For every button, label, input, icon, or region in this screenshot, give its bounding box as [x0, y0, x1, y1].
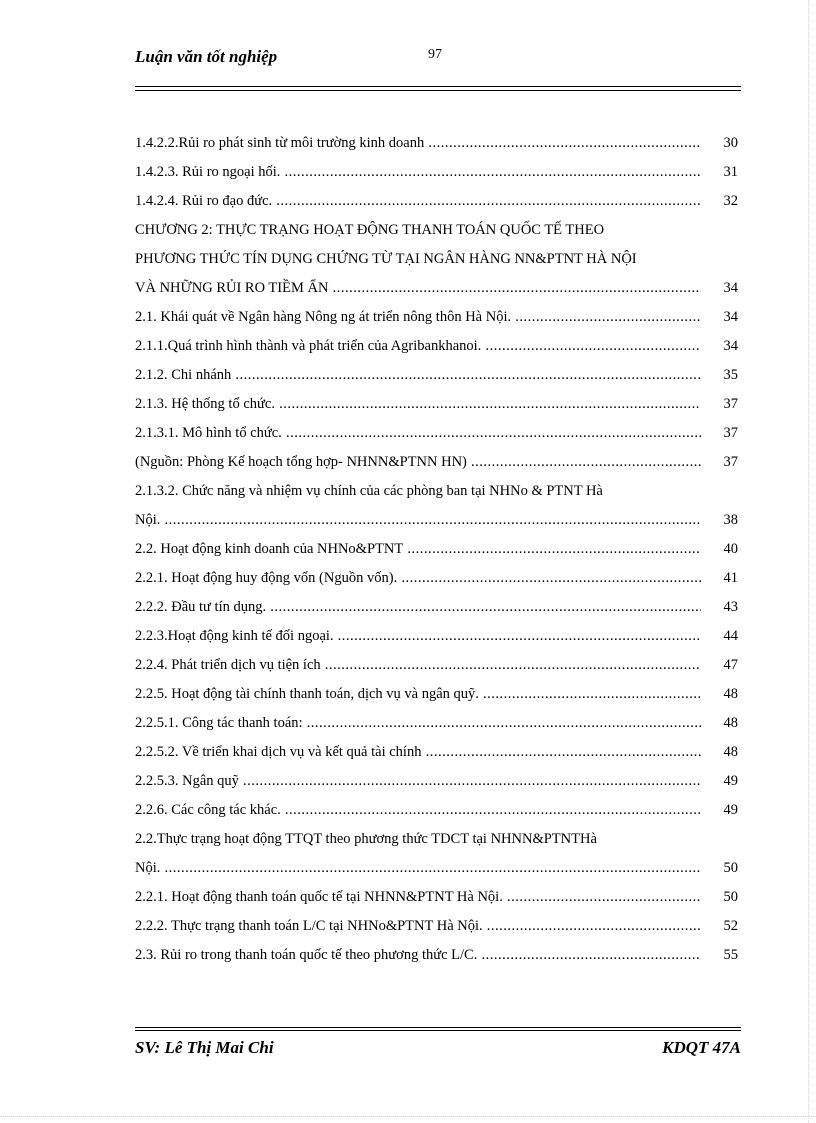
- toc-entry: [135, 422, 741, 451]
- toc-entry-page: 43: [723, 599, 738, 615]
- toc-entry-page: 49: [723, 802, 738, 818]
- toc-entry-page: 38: [723, 512, 738, 528]
- toc-entry: [135, 596, 741, 625]
- toc-entry-title: Nội. .....: [135, 509, 701, 531]
- toc-entry-title: 2.2.5. Hoạt động tài chính thanh toán, dịch vụ và ngân quỹ. .....: [135, 683, 701, 705]
- toc-entry-title: Nội. .....: [135, 857, 701, 879]
- toc-entry: [135, 451, 741, 480]
- header-rule-bottom: [135, 90, 741, 91]
- toc-entry-title: 2.2.4. Phát triển dịch vụ tiện ích .....: [135, 654, 701, 676]
- toc-entry: [135, 683, 741, 712]
- toc-entry-page: 34: [723, 338, 738, 354]
- toc-entry: [135, 828, 741, 857]
- toc-entry-page: 47: [723, 657, 738, 673]
- toc-entry-page: 37: [723, 454, 738, 470]
- toc-entry: [135, 741, 741, 770]
- toc-entry-page: 48: [723, 744, 738, 760]
- toc-entry: [135, 132, 741, 161]
- toc-entry: [135, 480, 741, 509]
- student-name: SV: Lê Thị Mai Chi: [135, 1038, 274, 1057]
- page-edge-right: [808, 0, 809, 1123]
- toc-entry-title: 2.1.3.2. Chức năng và nhiệm vụ chính của các phòng ban tại NHNo & PTNT Hà: [135, 483, 603, 499]
- toc-entry-title: 2.2.5.3. Ngân quỹ .....: [135, 770, 701, 792]
- toc-entry: [135, 567, 741, 596]
- toc-entry-page: 48: [723, 686, 738, 702]
- toc-entry: [135, 944, 741, 973]
- toc-entry-page: 32: [723, 193, 738, 209]
- toc-entry-title: 1.4.2.3. Rủi ro ngoại hối. .....: [135, 161, 701, 183]
- toc-entry: [135, 886, 741, 915]
- toc-entry-title: 2.2.6. Các công tác khác. .....: [135, 799, 701, 821]
- toc-entry: [135, 625, 741, 654]
- toc-entry: [135, 364, 741, 393]
- toc-entry-title: 2.1.1.Quá trình hình thành và phát triển của Agribankhanoi. .....: [135, 335, 701, 357]
- toc-entry-page: 49: [723, 773, 738, 789]
- toc-entry-title: PHƯƠNG THỨC TÍN DỤNG CHỨNG TỪ TẠI NGÂN HÀNG NN&PTNT HÀ NỘI: [135, 251, 637, 267]
- toc-entry-page: 50: [723, 889, 738, 905]
- page-edge-bottom: [0, 1116, 816, 1117]
- toc-entry-title: 2.2.Thực trạng hoạt động TTQT theo phương thức TDCT tại NHNN&PTNTHà: [135, 831, 597, 847]
- toc-entry-title: VÀ NHỮNG RỦI RO TIỀM ẨN .....: [135, 277, 701, 299]
- toc-entry-title: 2.1.3.1. Mô hình tổ chức. .....: [135, 422, 701, 444]
- toc-entry-title: 1.4.2.4. Rủi ro đạo đức. .....: [135, 190, 701, 212]
- toc-entry-page: 35: [723, 367, 738, 383]
- toc-entry: [135, 306, 741, 335]
- toc-entry: [135, 277, 741, 306]
- toc-entry: [135, 654, 741, 683]
- toc-entry-title: (Nguồn: Phòng Kế hoạch tổng hợp- NHNN&PTNN HN) .....: [135, 451, 701, 473]
- toc-entry: [135, 770, 741, 799]
- header-rule-top: [135, 86, 741, 87]
- footer-rule-bottom: [135, 1030, 741, 1031]
- toc-entry-title: 1.4.2.2.Rủi ro phát sinh từ môi trường kinh doanh .....: [135, 132, 701, 154]
- toc-entry-page: 44: [723, 628, 738, 644]
- page-number: 97: [428, 47, 442, 62]
- toc-entry-title: 2.3. Rủi ro trong thanh toán quốc tế theo phương thức L/C. .....: [135, 944, 701, 966]
- toc-entry-title: 2.2.2. Thực trạng thanh toán L/C tại NHNo&PTNT Hà Nội. .....: [135, 915, 701, 937]
- toc-entry-title: 2.2.1. Hoạt động huy động vốn (Nguồn vốn). .....: [135, 567, 701, 589]
- table-of-contents: [135, 132, 741, 973]
- toc-entry-page: 52: [723, 918, 738, 934]
- toc-entry: [135, 799, 741, 828]
- toc-entry-title: 2.1. Khái quát về Ngân hàng Nông ng át triển nông thôn Hà Nội. .....: [135, 306, 701, 328]
- toc-entry: [135, 712, 741, 741]
- toc-entry-page: 48: [723, 715, 738, 731]
- toc-entry: [135, 248, 741, 277]
- class-code: KDQT 47A: [662, 1038, 741, 1057]
- toc-entry-page: 55: [723, 947, 738, 963]
- toc-entry-title: 2.2.1. Hoạt động thanh toán quốc tế tại NHNN&PTNT Hà Nội. .....: [135, 886, 701, 908]
- toc-entry-title: 2.2.3.Hoạt động kinh tế đối ngoại. .....: [135, 625, 701, 647]
- toc-entry-page: 37: [723, 396, 738, 412]
- toc-entry-page: 37: [723, 425, 738, 441]
- toc-entry-page: 34: [723, 280, 738, 296]
- toc-entry: [135, 393, 741, 422]
- toc-entry-title: 2.2.2. Đầu tư tín dụng. .....: [135, 596, 701, 618]
- toc-entry: [135, 190, 741, 219]
- toc-entry-title: 2.2.5.2. Về triển khai dịch vụ và kết quả tài chính .....: [135, 741, 701, 763]
- toc-entry-page: 34: [723, 309, 738, 325]
- toc-entry-page: 41: [723, 570, 738, 586]
- toc-entry-title: 2.2.5.1. Công tác thanh toán: .....: [135, 712, 701, 734]
- toc-entry-title: CHƯƠNG 2: THỰC TRẠNG HOẠT ĐỘNG THANH TOÁN QUỐC TẾ THEO: [135, 222, 605, 238]
- toc-entry: [135, 915, 741, 944]
- toc-entry: [135, 335, 741, 364]
- toc-entry: [135, 161, 741, 190]
- toc-entry-page: 40: [723, 541, 738, 557]
- toc-entry-page: 31: [723, 164, 738, 180]
- toc-entry: [135, 219, 741, 248]
- toc-entry: [135, 538, 741, 567]
- toc-entry: [135, 857, 741, 886]
- toc-entry-page: 50: [723, 860, 738, 876]
- toc-entry-title: 2.2. Hoạt động kinh doanh của NHNo&PTNT .....: [135, 538, 701, 560]
- footer-rule-top: [135, 1027, 741, 1028]
- toc-entry: [135, 509, 741, 538]
- toc-entry-title: 2.1.3. Hệ thống tổ chức. .....: [135, 393, 701, 415]
- toc-entry-page: 30: [723, 135, 738, 151]
- toc-entry-title: 2.1.2. Chi nhánh .....: [135, 364, 701, 386]
- document-title: Luận văn tốt nghiệp: [135, 47, 278, 66]
